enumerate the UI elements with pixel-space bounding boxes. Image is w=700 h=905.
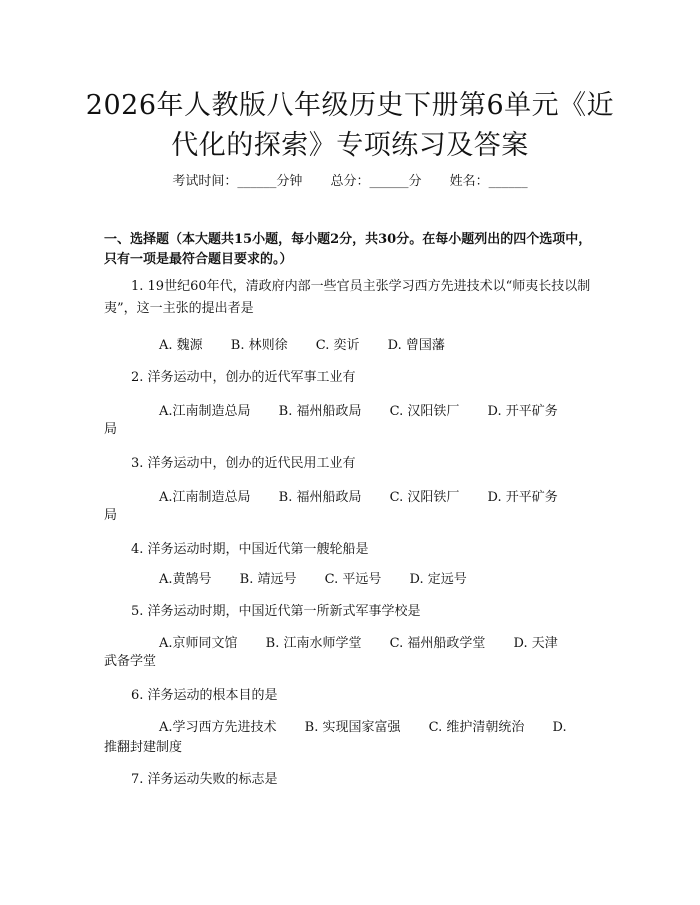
option: D. 曾国藩 — [387, 338, 445, 353]
exam-score: 总分：______分 — [330, 174, 422, 189]
option: D. 定远号 — [409, 572, 467, 587]
question-options — [159, 632, 582, 651]
question-stem: 7. 洋务运动失败的标志是 — [131, 772, 278, 787]
option: A. 魏源 — [159, 338, 203, 353]
question-stem: 3. 洋务运动中，创办的近代民用工业有 — [131, 456, 356, 471]
option: B. 福州船政局 — [278, 404, 362, 419]
title-line-2: 代化的探索》专项练习及答案 — [171, 130, 529, 161]
option: C. 奕䜣 — [315, 338, 360, 353]
exam-time: 考试时间：______分钟 — [172, 174, 303, 189]
option: A.黄鹄号 — [159, 572, 212, 587]
option: D. 开平矿务 — [487, 404, 558, 419]
question-stem: 2. 洋务运动中，创办的近代军事工业有 — [131, 370, 356, 385]
option: C. 福州船政学堂 — [389, 636, 486, 651]
option: A.江南制造总局 — [159, 404, 251, 419]
option-continuation: 局 — [104, 422, 118, 437]
option: D. 天津 — [513, 636, 558, 651]
question-stem: 5. 洋务运动时期，中国近代第一所新式军事学校是 — [131, 604, 421, 619]
option: B. 实现国家富强 — [304, 720, 401, 735]
title-line-1: 2026年人教版八年级历史下册第6单元《近 — [85, 90, 615, 121]
question-options — [159, 486, 582, 505]
question-stem: 6. 洋务运动的根本目的是 — [131, 688, 278, 703]
option: A.京师同文馆 — [159, 636, 238, 651]
option-continuation: 推翻封建制度 — [104, 740, 183, 755]
question-stem: 4. 洋务运动时期，中国近代第一艘轮船是 — [131, 542, 369, 557]
option: A.江南制造总局 — [159, 490, 251, 505]
option: C. 汉阳铁厂 — [389, 404, 460, 419]
section-heading: 一、选择题（本大题共15小题，每小题2分，共30分。在每小题列出的四个选项中，只有一项是最符合题目要求的。） — [104, 232, 592, 267]
exam-meta — [0, 170, 700, 189]
option-continuation: 武备学堂 — [104, 654, 157, 669]
option: B. 林则徐 — [230, 338, 288, 353]
option: C. 平远号 — [324, 572, 382, 587]
option: A.学习西方先进技术 — [159, 720, 277, 735]
option: C. 汉阳铁厂 — [389, 490, 460, 505]
question-stem: 1. 19世纪60年代，清政府内部一些官员主张学习西方先进技术以“师夷长技以制夷”，这一主张的提出者是 — [104, 279, 591, 316]
page-title — [80, 86, 620, 166]
option: B. 靖远号 — [239, 572, 297, 587]
option: D. — [552, 720, 567, 735]
option: D. 开平矿务 — [487, 490, 558, 505]
option: B. 福州船政局 — [278, 490, 362, 505]
question-options — [159, 716, 591, 735]
option-continuation: 局 — [104, 508, 118, 523]
question-options — [159, 334, 469, 353]
question-options — [159, 400, 582, 419]
question-options — [159, 568, 491, 587]
exam-name: 姓名：______ — [449, 174, 528, 189]
option: B. 江南水师学堂 — [265, 636, 362, 651]
option: C. 维护清朝统治 — [428, 720, 525, 735]
